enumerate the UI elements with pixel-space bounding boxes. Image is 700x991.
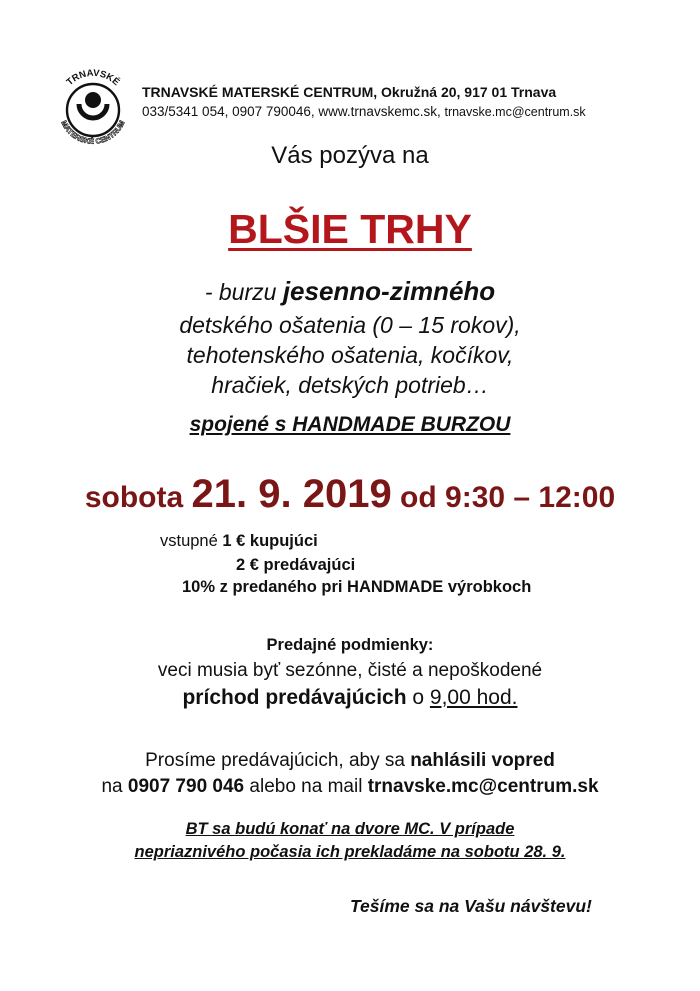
handmade-subtitle — [0, 413, 700, 437]
invite-text: Vás pozýva na — [271, 142, 429, 169]
fee-buyers — [160, 532, 318, 551]
description-line-4: hračiek, detských potrieb… — [211, 372, 489, 398]
header-phones: 033/5341 054, 0907 790046, — [142, 104, 319, 119]
fee-sellers-value: 2 € predávajúci — [236, 556, 356, 574]
arrival-hour: 9,00 hod. — [429, 686, 518, 709]
contact-line-1-text: Prosíme predávajúcich, aby sa — [145, 750, 411, 771]
logo-bottom-text: MATERSKÉ CENTRUM — [59, 118, 127, 146]
page-title-text: BLŠIE TRHY — [228, 206, 472, 252]
seller-arrival — [0, 686, 700, 710]
event-date-line — [0, 472, 700, 517]
fee-label: vstupné — [160, 532, 223, 550]
contact-line-1-bold: nahlásili vopred — [410, 750, 555, 771]
description-line-3: tehotenského ošatenia, kočíkov, — [186, 342, 514, 368]
contact-email-link[interactable]: trnavske.mc@centrum.sk — [367, 776, 599, 797]
organization-name: TRNAVSKÉ MATERSKÉ CENTRUM, Okružná 20, 917 01 Trnava — [142, 84, 557, 100]
contact-line-2-a: na — [101, 776, 128, 797]
conditions-title: Predajné podmienky: — [266, 636, 434, 654]
arrival-label: príchod predávajúcich — [182, 686, 407, 709]
description-line-1 — [0, 276, 700, 307]
fee-sellers — [236, 556, 355, 575]
contact-line-2-b: alebo na mail — [244, 776, 368, 797]
conditions-text: veci musia byť sezónne, čisté a nepoškodené — [157, 660, 543, 681]
fee-handmade — [182, 578, 531, 597]
contact-line-2 — [0, 776, 700, 798]
event-date: 21. 9. 2019 — [191, 472, 392, 516]
page-title — [0, 206, 700, 253]
handmade-subtitle-text: spojené s HANDMADE BURZOU — [189, 413, 511, 436]
fee-buyers-value: 1 € kupujúci — [222, 532, 318, 550]
description-line-2: detského ošatenia (0 – 15 rokov), — [179, 312, 521, 338]
contact-phone[interactable]: 0907 790 046 — [127, 776, 245, 797]
logo-top-text: TRNAVSKÉ — [64, 67, 122, 89]
arrival-mid: o — [406, 686, 430, 709]
header-contact: 033/5341 054, 0907 790046, www.trnavskemc.sk, trnavske.mc@centrum.sk — [142, 104, 586, 119]
event-time: od 9:30 – 12:00 — [391, 481, 616, 514]
weather-note-line-2-text: nepriaznivého počasia ich prekladáme na sobotu 28. 9. — [134, 843, 566, 861]
weather-note-line-2 — [0, 843, 700, 862]
contact-line-1 — [0, 750, 700, 772]
closing-text: Tešíme sa na Vašu návštevu! — [350, 896, 592, 916]
description-emphasis: jesenno-zimného — [282, 276, 496, 306]
header-email-link[interactable]: trnavske.mc@centrum.sk — [444, 105, 586, 119]
weather-note-line-1 — [0, 820, 700, 839]
event-day: sobota — [84, 481, 192, 514]
description-prefix: - burzu — [204, 279, 283, 305]
header-website-link[interactable]: www.trnavskemc.sk — [318, 104, 437, 119]
fee-handmade-value: 10% z predaného pri HANDMADE výrobkoch — [182, 578, 532, 596]
weather-note-line-1-text: BT sa budú konať na dvore MC. V prípade — [185, 820, 515, 838]
